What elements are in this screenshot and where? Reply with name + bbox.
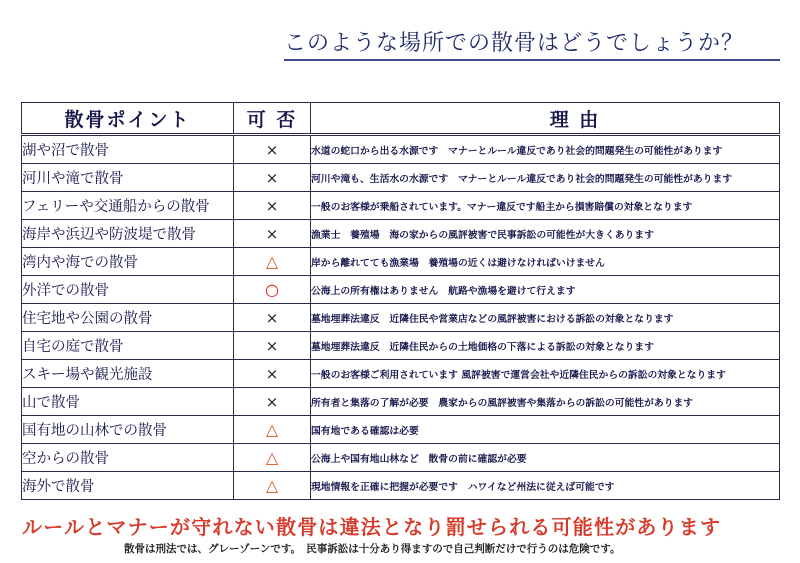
row-allowed-mark: △ bbox=[234, 472, 311, 500]
row-allowed-mark: ○ bbox=[234, 276, 311, 304]
row-point: 山で散骨 bbox=[22, 388, 234, 416]
row-point: 海岸や浜辺や防波堤で散骨 bbox=[22, 220, 234, 248]
table-row bbox=[22, 472, 780, 500]
row-reason: 公海上や国有地山林など 散骨の前に確認が必要 bbox=[311, 444, 780, 472]
header-reason: 理 由 bbox=[311, 103, 780, 135]
row-point: 海外で散骨 bbox=[22, 472, 234, 500]
row-allowed-mark: × bbox=[234, 360, 311, 388]
warning-message: ルールとマナーが守れない散骨は違法となり罰せられる可能性があります bbox=[22, 515, 722, 539]
row-allowed-mark: △ bbox=[234, 444, 311, 472]
row-allowed-mark: × bbox=[234, 192, 311, 220]
row-reason: 国有地である確認は必要 bbox=[311, 416, 780, 444]
row-reason: 所有者と集落の了解が必要 農家からの風評被害や集落からの訴訟の可能性があります bbox=[311, 388, 780, 416]
row-reason: 公海上の所有権はありません 航路や漁場を避けて行えます bbox=[311, 276, 780, 304]
title-underline bbox=[284, 59, 780, 61]
table-row bbox=[22, 304, 780, 332]
page-title: このような場所での散骨はどうでしょうか？ bbox=[284, 31, 745, 56]
row-reason: 現地情報を正確に把握が必要です ハワイなど州法に従えば可能です bbox=[311, 472, 780, 500]
row-allowed-mark: × bbox=[234, 164, 311, 192]
row-allowed-mark: × bbox=[234, 220, 311, 248]
row-reason: 墓地埋葬法違反 近隣住民からの土地価格の下落による訴訟の対象となります bbox=[311, 332, 780, 360]
table-row bbox=[22, 192, 780, 220]
row-point: 自宅の庭で散骨 bbox=[22, 332, 234, 360]
table-row bbox=[22, 276, 780, 304]
row-point: 湾内や海での散骨 bbox=[22, 248, 234, 276]
table-row bbox=[22, 332, 780, 360]
table-row bbox=[22, 220, 780, 248]
header-allowed: 可 否 bbox=[234, 103, 311, 135]
table-row bbox=[22, 248, 780, 276]
row-reason: 漁業士 養殖場 海の家からの風評被害で民事訴訟の可能性が大きくあります bbox=[311, 220, 780, 248]
scattering-points-table bbox=[21, 102, 780, 500]
row-reason: 岸から離れてても漁業場 養殖場の近くは避けなければいけません bbox=[311, 248, 780, 276]
row-reason: 水道の蛇口から出る水源です マナーとルール違反であり社会的問題発生の可能性があります bbox=[311, 135, 780, 164]
table-row bbox=[22, 388, 780, 416]
table-row bbox=[22, 164, 780, 192]
row-allowed-mark: × bbox=[234, 304, 311, 332]
row-allowed-mark: × bbox=[234, 332, 311, 360]
row-reason: 河川や滝も、生活水の水源です マナーとルール違反であり社会的問題発生の可能性があります bbox=[311, 164, 780, 192]
row-point: 河川や滝で散骨 bbox=[22, 164, 234, 192]
row-reason: 一般のお客様ご利用されています 風評被害で運営会社や近隣住民からの訴訟の対象となります bbox=[311, 360, 780, 388]
table-header-row bbox=[22, 103, 780, 135]
header-point: 散骨ポイント bbox=[22, 103, 234, 135]
row-allowed-mark: △ bbox=[234, 416, 311, 444]
row-point: 空からの散骨 bbox=[22, 444, 234, 472]
row-reason: 墓地埋葬法違反 近隣住民や営業店などの風評被害における訴訟の対象となります bbox=[311, 304, 780, 332]
table-row bbox=[22, 360, 780, 388]
footnote: 散骨は刑法では、グレーゾーンです。 民事訴訟は十分あり得ますので自己判断だけで行うのは危険です。 bbox=[124, 543, 621, 555]
row-point: フェリーや交通船からの散骨 bbox=[22, 192, 234, 220]
row-point: 国有地の山林での散骨 bbox=[22, 416, 234, 444]
row-point: 住宅地や公園の散骨 bbox=[22, 304, 234, 332]
row-allowed-mark: △ bbox=[234, 248, 311, 276]
table-row bbox=[22, 444, 780, 472]
table-row bbox=[22, 416, 780, 444]
row-allowed-mark: × bbox=[234, 135, 311, 164]
row-point: 湖や沼で散骨 bbox=[22, 135, 234, 164]
table-row bbox=[22, 135, 780, 164]
row-point: スキー場や観光施設 bbox=[22, 360, 234, 388]
row-point: 外洋での散骨 bbox=[22, 276, 234, 304]
row-reason: 一般のお客様が乗船されています。マナー違反です船主から損害賠償の対象となります bbox=[311, 192, 780, 220]
row-allowed-mark: × bbox=[234, 388, 311, 416]
